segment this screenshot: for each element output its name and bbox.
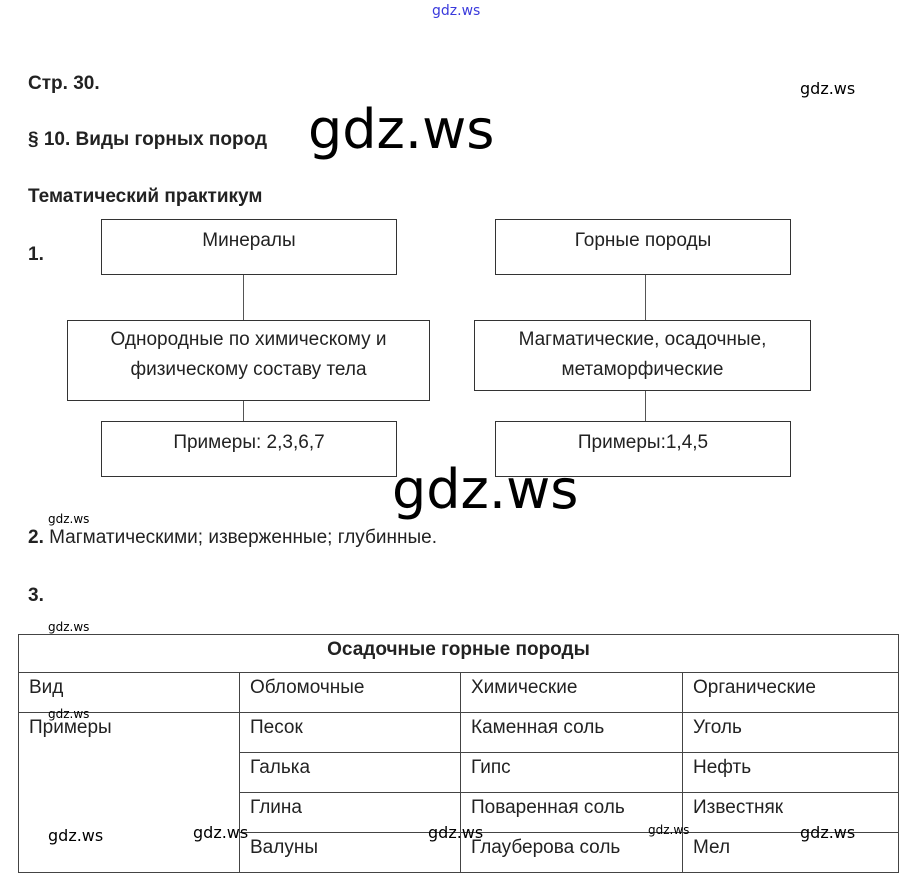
table-cell: Глауберова соль [461,833,683,873]
watermark: gdz.ws [648,823,690,837]
task3-number: 3. [28,585,44,606]
minerals-examples-box: Примеры: 2,3,6,7 [101,421,397,477]
table-cell: Уголь [683,713,899,753]
table-cell: Мел [683,833,899,873]
watermark: gdz.ws [800,823,856,842]
table-cell: Известняк [683,793,899,833]
watermark-large: gdz.ws [392,458,579,521]
task1-number: 1. [28,244,44,265]
table-cell: Органические [683,673,899,713]
table-cell: Каменная соль [461,713,683,753]
row-label-kind: Вид [19,673,240,713]
connector [645,275,646,320]
task2 [28,527,437,549]
table-cell: Галька [240,753,461,793]
table-cell: Гипс [461,753,683,793]
page-ref: Стр. 30. [28,73,100,94]
watermark-large: gdz.ws [308,98,495,161]
subsection-title: Тематический практикум [28,186,263,207]
watermark: gdz.ws [48,512,90,526]
watermark: gdz.ws [48,707,90,721]
watermark: gdz.ws [193,823,249,842]
row-label-examples: Примеры [19,713,240,873]
table-cell: Валуны [240,833,461,873]
rocks-box: Горные породы [495,219,791,275]
table-cell: Поваренная соль [461,793,683,833]
connector [645,391,646,421]
watermark: gdz.ws [48,826,104,845]
connector [243,401,244,421]
table-row [19,713,899,753]
table-cell: Глина [240,793,461,833]
table-cell: Песок [240,713,461,753]
table-cell: Обломочные [240,673,461,713]
minerals-box: Минералы [101,219,397,275]
watermark: gdz.ws [428,823,484,842]
connector [243,275,244,320]
task2-answer: Магматическими; изверженные; глубинные. [49,527,438,548]
watermark-top-link[interactable]: gdz.ws [432,3,481,19]
rocks-examples-box: Примеры:1,4,5 [495,421,791,477]
watermark: gdz.ws [48,620,90,634]
table-row [19,673,899,713]
section-title: § 10. Виды горных пород [28,129,268,150]
task2-number: 2. [28,527,44,548]
watermark: gdz.ws [800,79,856,98]
table-title: Осадочные горные породы [19,635,899,673]
table-cell: Нефть [683,753,899,793]
minerals-definition-box: Однородные по химическому и физическому составу тела [67,320,430,401]
table-cell: Химические [461,673,683,713]
rocks-definition-box: Магматические, осадочные, метаморфические [474,320,811,391]
